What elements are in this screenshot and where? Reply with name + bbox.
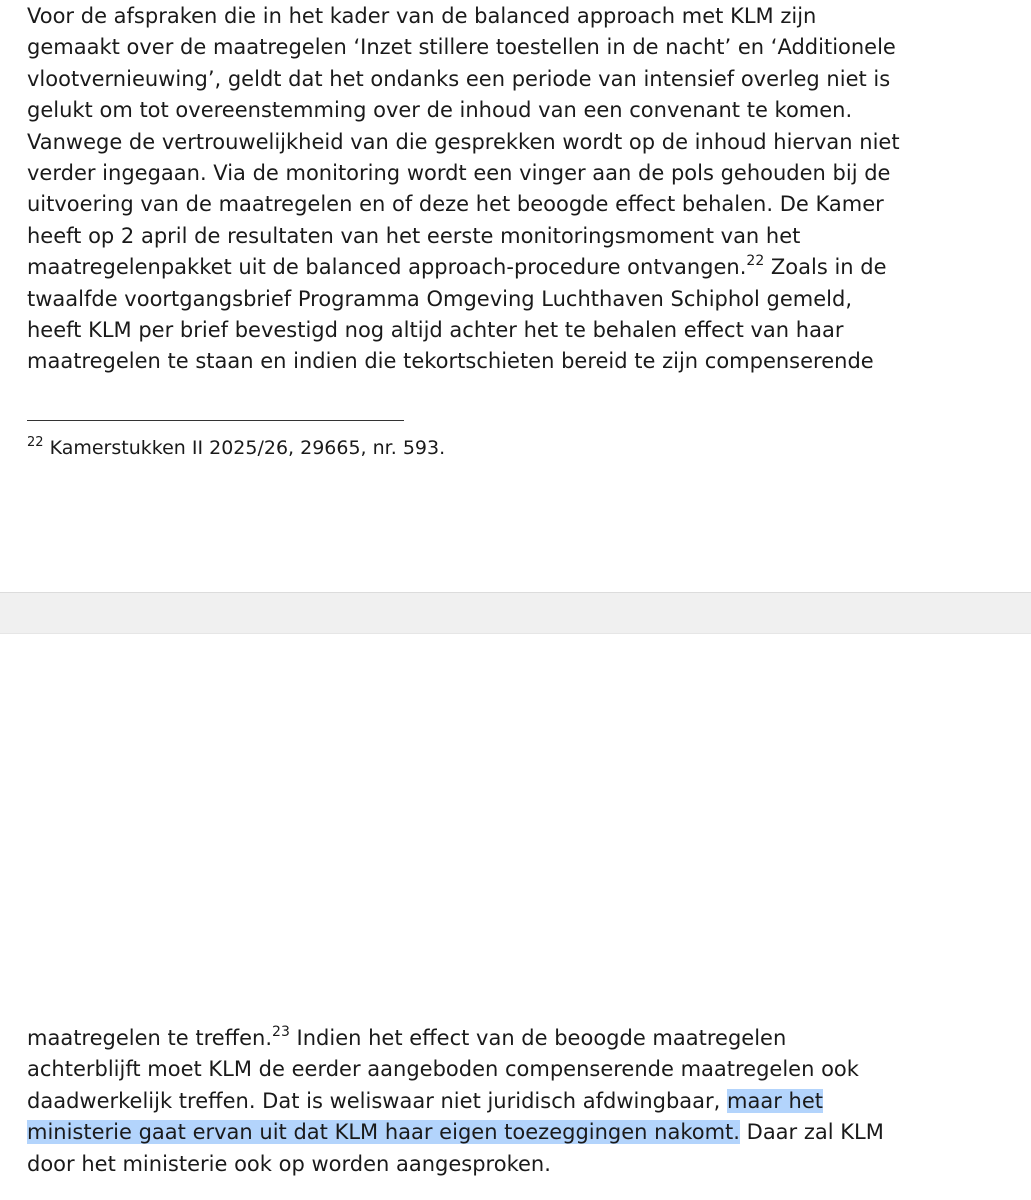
text-selection[interactable]: maar het: [727, 1088, 823, 1113]
text-run: Indien het effect van de beoogde maatregelen: [289, 1026, 787, 1050]
text-line: twaalfde voortgangsbrief Programma Omgeving Luchthaven Schiphol gemeld,: [27, 286, 852, 311]
text-run: Zoals in de: [764, 255, 887, 280]
text-line: achterblijft moet KLM de eerder aangeboden compenserende maatregelen ook: [27, 1057, 859, 1082]
document-page-2: [0, 634, 1031, 1200]
text-line: [27, 1086, 1012, 1117]
footnote-reference-22[interactable]: 22: [746, 253, 765, 270]
text-selection[interactable]: ministerie gaat ervan uit dat KLM haar eigen toezeggingen nakomt.: [27, 1120, 740, 1145]
text-line: Voor de afspraken die in het kader van de balanced approach met KLM zijn: [27, 4, 817, 28]
footnote-text: Kamerstukken II 2025/26, 29665, nr. 593.: [43, 437, 446, 459]
text-line: Vanwege de vertrouwelijkheid van die gesprekken wordt op de inhoud hiervan niet: [27, 129, 900, 154]
body-paragraph: [27, 1023, 1012, 1180]
text-run: daadwerkelijk treffen. Dat is weliswaar niet juridisch afdwingbaar,: [27, 1088, 728, 1113]
footnote-reference-23[interactable]: 23: [272, 1024, 290, 1040]
text-line: gemaakt over de maatregelen ‘Inzet stillere toestellen in de nacht’ en ‘Additionele: [27, 35, 896, 60]
footnote-separator: [27, 420, 404, 421]
page-break: [0, 592, 1031, 634]
text-line: vlootvernieuwing’, geldt dat het ondanks een periode van intensief overleg niet is: [27, 66, 891, 91]
body-paragraph: [27, 1, 1012, 378]
text-line: heeft op 2 april de resultaten van het eerste monitoringsmoment van het: [27, 223, 801, 248]
footnote-22: [27, 435, 445, 461]
document-page-1: [0, 0, 1031, 592]
footnote-number: 22: [27, 435, 44, 450]
text-run: Daar zal KLM: [739, 1120, 884, 1145]
text-line: [27, 1023, 1012, 1054]
text-run: maatregelen te treffen.: [27, 1026, 273, 1050]
text-line: [27, 1117, 1012, 1148]
text-line: door het ministerie ook op worden aangesproken.: [27, 1151, 551, 1176]
text-line: gelukt om tot overeenstemming over de inhoud van een convenant te komen.: [27, 98, 853, 123]
text-line: [27, 252, 1012, 283]
text-run: maatregelenpakket uit de balanced approach-procedure ontvangen.: [27, 255, 747, 280]
text-line: verder ingegaan. Via de monitoring wordt een vinger aan de pols gehouden bij de: [27, 160, 891, 185]
text-line: uitvoering van de maatregelen en of deze het beoogde effect behalen. De Kamer: [27, 192, 884, 217]
text-line: heeft KLM per brief bevestigd nog altijd achter het te behalen effect van haar: [27, 317, 844, 342]
text-line: maatregelen te staan en indien die tekortschieten bereid te zijn compenserende: [27, 349, 874, 374]
